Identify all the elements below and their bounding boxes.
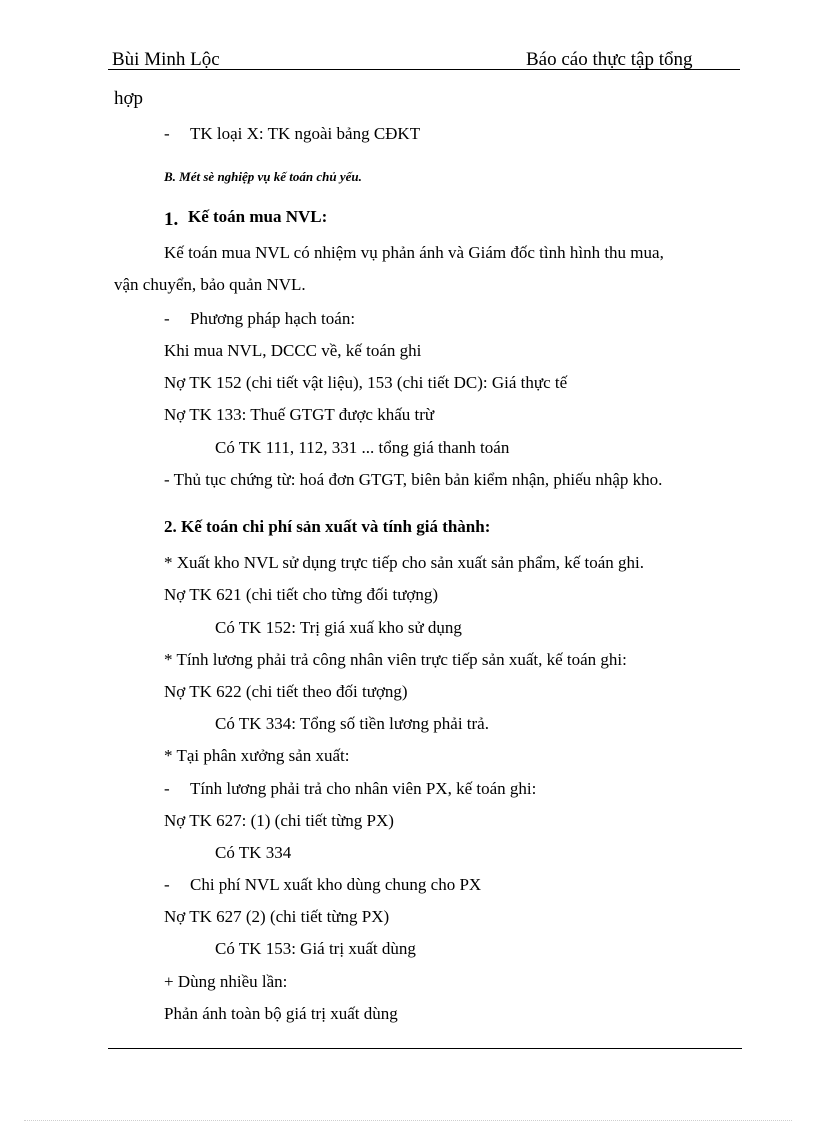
entry-debit: Nợ TK 627: (1) (chi tiết từng PX) <box>164 811 394 830</box>
entry-credit: Có TK 153: Giá trị xuất dùng <box>215 939 416 958</box>
entry-debit: Nợ TK 133: Thuế GTGT được khấu trừ <box>164 405 435 424</box>
text-line: * Xuất kho NVL sử dụng trực tiếp cho sản xuất sản phẩm, kế toán ghi. <box>164 553 645 572</box>
section-b-heading: B. Mét sè nghiệp vụ kế toán chủ yếu. <box>164 169 362 184</box>
paragraph-line: Kế toán mua NVL có nhiệm vụ phản ánh và Giám đốc tình hình thu mua, <box>164 243 664 262</box>
list-dash: - <box>164 875 170 894</box>
section-title: Kế toán mua NVL: <box>188 207 328 226</box>
list-item-nvl-common <box>164 874 481 896</box>
entry-credit: Có TK 111, 112, 331 ... tổng giá thanh toán <box>215 438 510 457</box>
list-item-method <box>164 308 355 330</box>
header-report-title: Báo cáo thực tập tổng <box>526 49 693 70</box>
section-1-heading <box>164 206 327 228</box>
header-rule <box>108 69 740 70</box>
entry-debit: Nợ TK 622 (chi tiết theo đối tượng) <box>164 682 408 701</box>
list-item-text: Tính lương phải trả cho nhân viên PX, kế toán ghi: <box>190 779 537 798</box>
section-number: 1. <box>164 209 179 230</box>
text-line: - Thủ tục chứng từ: hoá đơn GTGT, biên bản kiểm nhận, phiếu nhập kho. <box>164 470 663 489</box>
header-title-continuation: hợp <box>114 88 144 109</box>
entry-credit: Có TK 334 <box>215 843 292 862</box>
page-break-line <box>24 1120 792 1121</box>
header-author: Bùi Minh Lộc <box>112 49 220 70</box>
list-item-text: Chi phí NVL xuất kho dùng chung cho PX <box>190 875 482 894</box>
section-2-heading: 2. Kế toán chi phí sản xuất và tính giá thành: <box>164 517 491 536</box>
entry-debit: Nợ TK 621 (chi tiết cho từng đối tượng) <box>164 585 439 604</box>
entry-credit: Có TK 152: Trị giá xuấ kho sử dụng <box>215 618 462 637</box>
text-line: + Dùng nhiều lần: <box>164 972 288 991</box>
entry-debit: Nợ TK 627 (2) (chi tiết từng PX) <box>164 907 390 926</box>
text-line: Phản ánh toàn bộ giá trị xuất dùng <box>164 1004 398 1023</box>
entry-debit: Nợ TK 152 (chi tiết vật liệu), 153 (chi tiết DC): Giá thực tế <box>164 373 568 392</box>
list-dash: - <box>164 309 170 328</box>
entry-credit: Có TK 334: Tổng số tiền lương phải trả. <box>215 714 489 733</box>
list-item-px-salary <box>164 778 536 800</box>
list-dash: - <box>164 779 170 798</box>
list-item-text: TK loại X: TK ngoài bảng CĐKT <box>190 124 421 143</box>
list-dash: - <box>164 124 170 143</box>
list-item-text: Phương pháp hạch toán: <box>190 309 356 328</box>
paragraph-line: vận chuyển, bảo quản NVL. <box>114 275 306 294</box>
text-line: * Tại phân xưởng sản xuất: <box>164 746 350 765</box>
footer-rule <box>108 1048 742 1049</box>
text-line: * Tính lương phải trả công nhân viên trực tiếp sản xuất, kế toán ghi: <box>164 650 627 669</box>
list-item-tk-x <box>164 123 420 145</box>
text-line: Khi mua NVL, DCCC về, kế toán ghi <box>164 341 422 360</box>
